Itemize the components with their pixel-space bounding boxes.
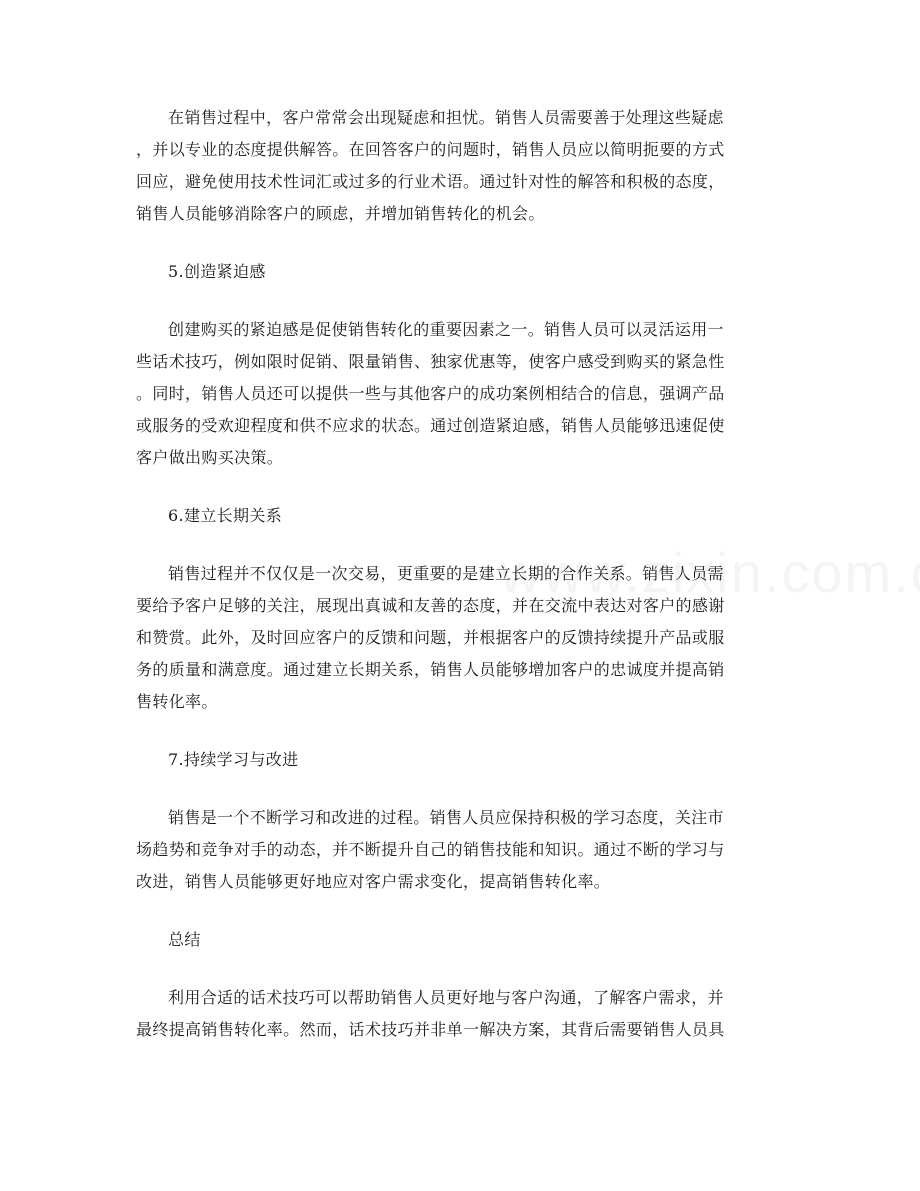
text-line: 。同时，销售人员还可以提供一些与其他客户的成功案例相结合的信息，强调产品 (136, 384, 725, 403)
text-line: 要给予客户足够的关注，展现出真诚和友善的态度，并在交流中表达对客户的感谢 (136, 596, 725, 615)
paragraph-summary (136, 982, 786, 1046)
text-line: 售转化率。 (136, 692, 218, 711)
text-line: 些话术技巧，例如限时促销、限量销售、独家优惠等，使客户感受到购买的紧急性 (136, 352, 725, 371)
section-heading-long-term: 6.建立长期关系 (168, 506, 283, 525)
paragraph-learning (136, 802, 786, 898)
text-line: 创建购买的紧迫感是促使销售转化的重要因素之一。销售人员可以灵活运用一 (168, 320, 724, 339)
text-line: ，并以专业的态度提供解答。在回答客户的问题时，销售人员应以简明扼要的方式 (136, 140, 725, 159)
section-heading-learning: 7.持续学习与改进 (168, 750, 299, 769)
text-line: 改进，销售人员能够更好地应对客户需求变化，提高销售转化率。 (136, 872, 611, 891)
text-line: 或服务的受欢迎程度和供不应求的状态。通过创造紧迫感，销售人员能够迅速促使 (136, 416, 725, 435)
paragraph-objections (136, 102, 786, 230)
text-line: 利用合适的话术技巧可以帮助销售人员更好地与客户沟通，了解客户需求，并 (168, 988, 724, 1007)
document-body (136, 102, 786, 1046)
text-line: 场趋势和竞争对手的动态，并不断提升自己的销售技能和知识。通过不断的学习与 (136, 840, 725, 859)
text-line: 务的质量和满意度。通过建立长期关系，销售人员能够增加客户的忠诚度并提高销 (136, 660, 725, 679)
text-line: 回应，避免使用技术性词汇或过多的行业术语。通过针对性的解答和积极的态度， (136, 172, 725, 191)
section-heading-urgency: 5.创造紧迫感 (168, 262, 266, 281)
paragraph-long-term (136, 558, 786, 718)
paragraph-urgency (136, 314, 786, 474)
text-line: 销售人员能够消除客户的顾虑，并增加销售转化的机会。 (136, 204, 545, 223)
text-line: 销售过程并不仅仅是一次交易，更重要的是建立长期的合作关系。销售人员需 (168, 564, 724, 583)
text-line: 客户做出购买决策。 (136, 448, 284, 467)
text-line: 销售是一个不断学习和改进的过程。销售人员应保持积极的学习态度，关注市 (168, 808, 724, 827)
text-line: 和赞赏。此外，及时回应客户的反馈和问题，并根据客户的反馈持续提升产品或服 (136, 628, 725, 647)
section-heading-summary: 总结 (168, 930, 201, 949)
text-line: 在销售过程中，客户常常会出现疑虑和担忧。销售人员需要善于处理这些疑虑 (168, 108, 724, 127)
text-line: 最终提高销售转化率。然而，话术技巧并非单一解决方案，其背后需要销售人员具 (136, 1020, 725, 1039)
